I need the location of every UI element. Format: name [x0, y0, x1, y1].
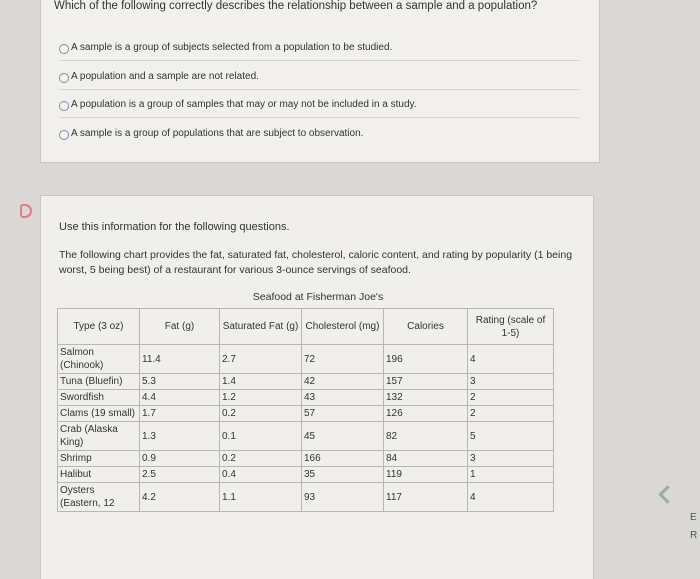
cell-calories: 126 [384, 406, 468, 422]
cell-saturated-fat: 1.2 [220, 390, 302, 406]
header-saturated-fat: Saturated Fat (g) [220, 309, 302, 345]
table-row [58, 406, 554, 422]
cell-type: Tuna (Bluefin) [58, 374, 140, 390]
cell-rating: 1 [468, 467, 554, 483]
cell-calories: 117 [384, 483, 468, 512]
seafood-table [57, 308, 554, 512]
table-header-row [58, 309, 554, 345]
cell-rating: 5 [468, 422, 554, 451]
header-calories: Calories [384, 309, 468, 345]
cell-rating: 2 [468, 406, 554, 422]
table-row [58, 345, 554, 374]
table-row [58, 483, 554, 512]
cell-cholesterol: 93 [302, 483, 384, 512]
question2-description: The following chart provides the fat, saturated fat, cholesterol, caloric content, and rating by popularity (1 being worst, 5 being best) of a restaurant for various 3-ounce servings of seafood. [59, 249, 573, 276]
cell-cholesterol: 57 [302, 406, 384, 422]
radio-button-icon[interactable] [59, 44, 69, 54]
header-fat: Fat (g) [140, 309, 220, 345]
cell-rating: 3 [468, 451, 554, 467]
cell-saturated-fat: 0.4 [220, 467, 302, 483]
cell-saturated-fat: 1.4 [220, 374, 302, 390]
cell-type: Clams (19 small) [58, 406, 140, 422]
table-row [58, 451, 554, 467]
bookmark-flag-icon[interactable] [20, 204, 32, 218]
cell-cholesterol: 166 [302, 451, 384, 467]
cell-fat: 11.4 [140, 345, 220, 374]
cell-saturated-fat: 1.1 [220, 483, 302, 512]
header-type: Type (3 oz) [58, 309, 140, 345]
option-1[interactable] [59, 38, 579, 61]
table-row [58, 467, 554, 483]
cell-cholesterol: 45 [302, 422, 384, 451]
cell-type: Shrimp [58, 451, 140, 467]
option-4-label: A sample is a group of populations that are subject to observation. [71, 128, 364, 139]
cell-calories: 132 [384, 390, 468, 406]
cell-calories: 196 [384, 345, 468, 374]
edge-letter-2: R [690, 530, 698, 541]
cell-fat: 1.3 [140, 422, 220, 451]
cell-calories: 82 [384, 422, 468, 451]
radio-button-icon[interactable] [59, 73, 69, 83]
chevron-left-icon[interactable] [658, 485, 676, 503]
radio-button-icon[interactable] [59, 130, 69, 140]
cell-cholesterol: 43 [302, 390, 384, 406]
cell-type: Halibut [58, 467, 140, 483]
cell-fat: 4.4 [140, 390, 220, 406]
cell-type: Oysters (Eastern, 12 [58, 483, 140, 512]
header-rating: Rating (scale of 1-5) [468, 309, 554, 345]
edge-letter-1: E [690, 512, 697, 523]
cell-cholesterol: 42 [302, 374, 384, 390]
question2-intro: Use this information for the following questions. [59, 221, 290, 233]
cell-type: Crab (Alaska King) [58, 422, 140, 451]
cell-type: Salmon (Chinook) [58, 345, 140, 374]
header-cholesterol: Cholesterol (mg) [302, 309, 384, 345]
cell-saturated-fat: 0.1 [220, 422, 302, 451]
cell-saturated-fat: 2.7 [220, 345, 302, 374]
cell-type: Swordfish [58, 390, 140, 406]
table-row [58, 390, 554, 406]
option-3[interactable] [59, 95, 579, 118]
option-4[interactable] [59, 124, 579, 146]
cell-rating: 2 [468, 390, 554, 406]
question1-title: Which of the following correctly describes the relationship between a sample and a population? [54, 0, 538, 12]
cell-rating: 4 [468, 345, 554, 374]
cell-calories: 84 [384, 451, 468, 467]
cell-rating: 3 [468, 374, 554, 390]
cell-fat: 2.5 [140, 467, 220, 483]
question2-card [40, 195, 594, 579]
cell-fat: 0.9 [140, 451, 220, 467]
cell-fat: 1.7 [140, 406, 220, 422]
question1-card [40, 0, 600, 163]
radio-button-icon[interactable] [59, 101, 69, 111]
option-2[interactable] [59, 67, 579, 90]
option-1-label: A sample is a group of subjects selected from a population to be studied. [71, 42, 393, 53]
cell-calories: 157 [384, 374, 468, 390]
cell-cholesterol: 72 [302, 345, 384, 374]
table-caption: Seafood at Fisherman Joe's [252, 291, 384, 303]
cell-saturated-fat: 0.2 [220, 451, 302, 467]
table-row [58, 374, 554, 390]
cell-fat: 4.2 [140, 483, 220, 512]
cell-fat: 5.3 [140, 374, 220, 390]
cell-saturated-fat: 0.2 [220, 406, 302, 422]
cell-calories: 119 [384, 467, 468, 483]
table-row [58, 422, 554, 451]
option-3-label: A population is a group of samples that may or may not be included in a study. [71, 99, 417, 110]
cell-cholesterol: 35 [302, 467, 384, 483]
cell-rating: 4 [468, 483, 554, 512]
option-2-label: A population and a sample are not related. [71, 71, 259, 82]
